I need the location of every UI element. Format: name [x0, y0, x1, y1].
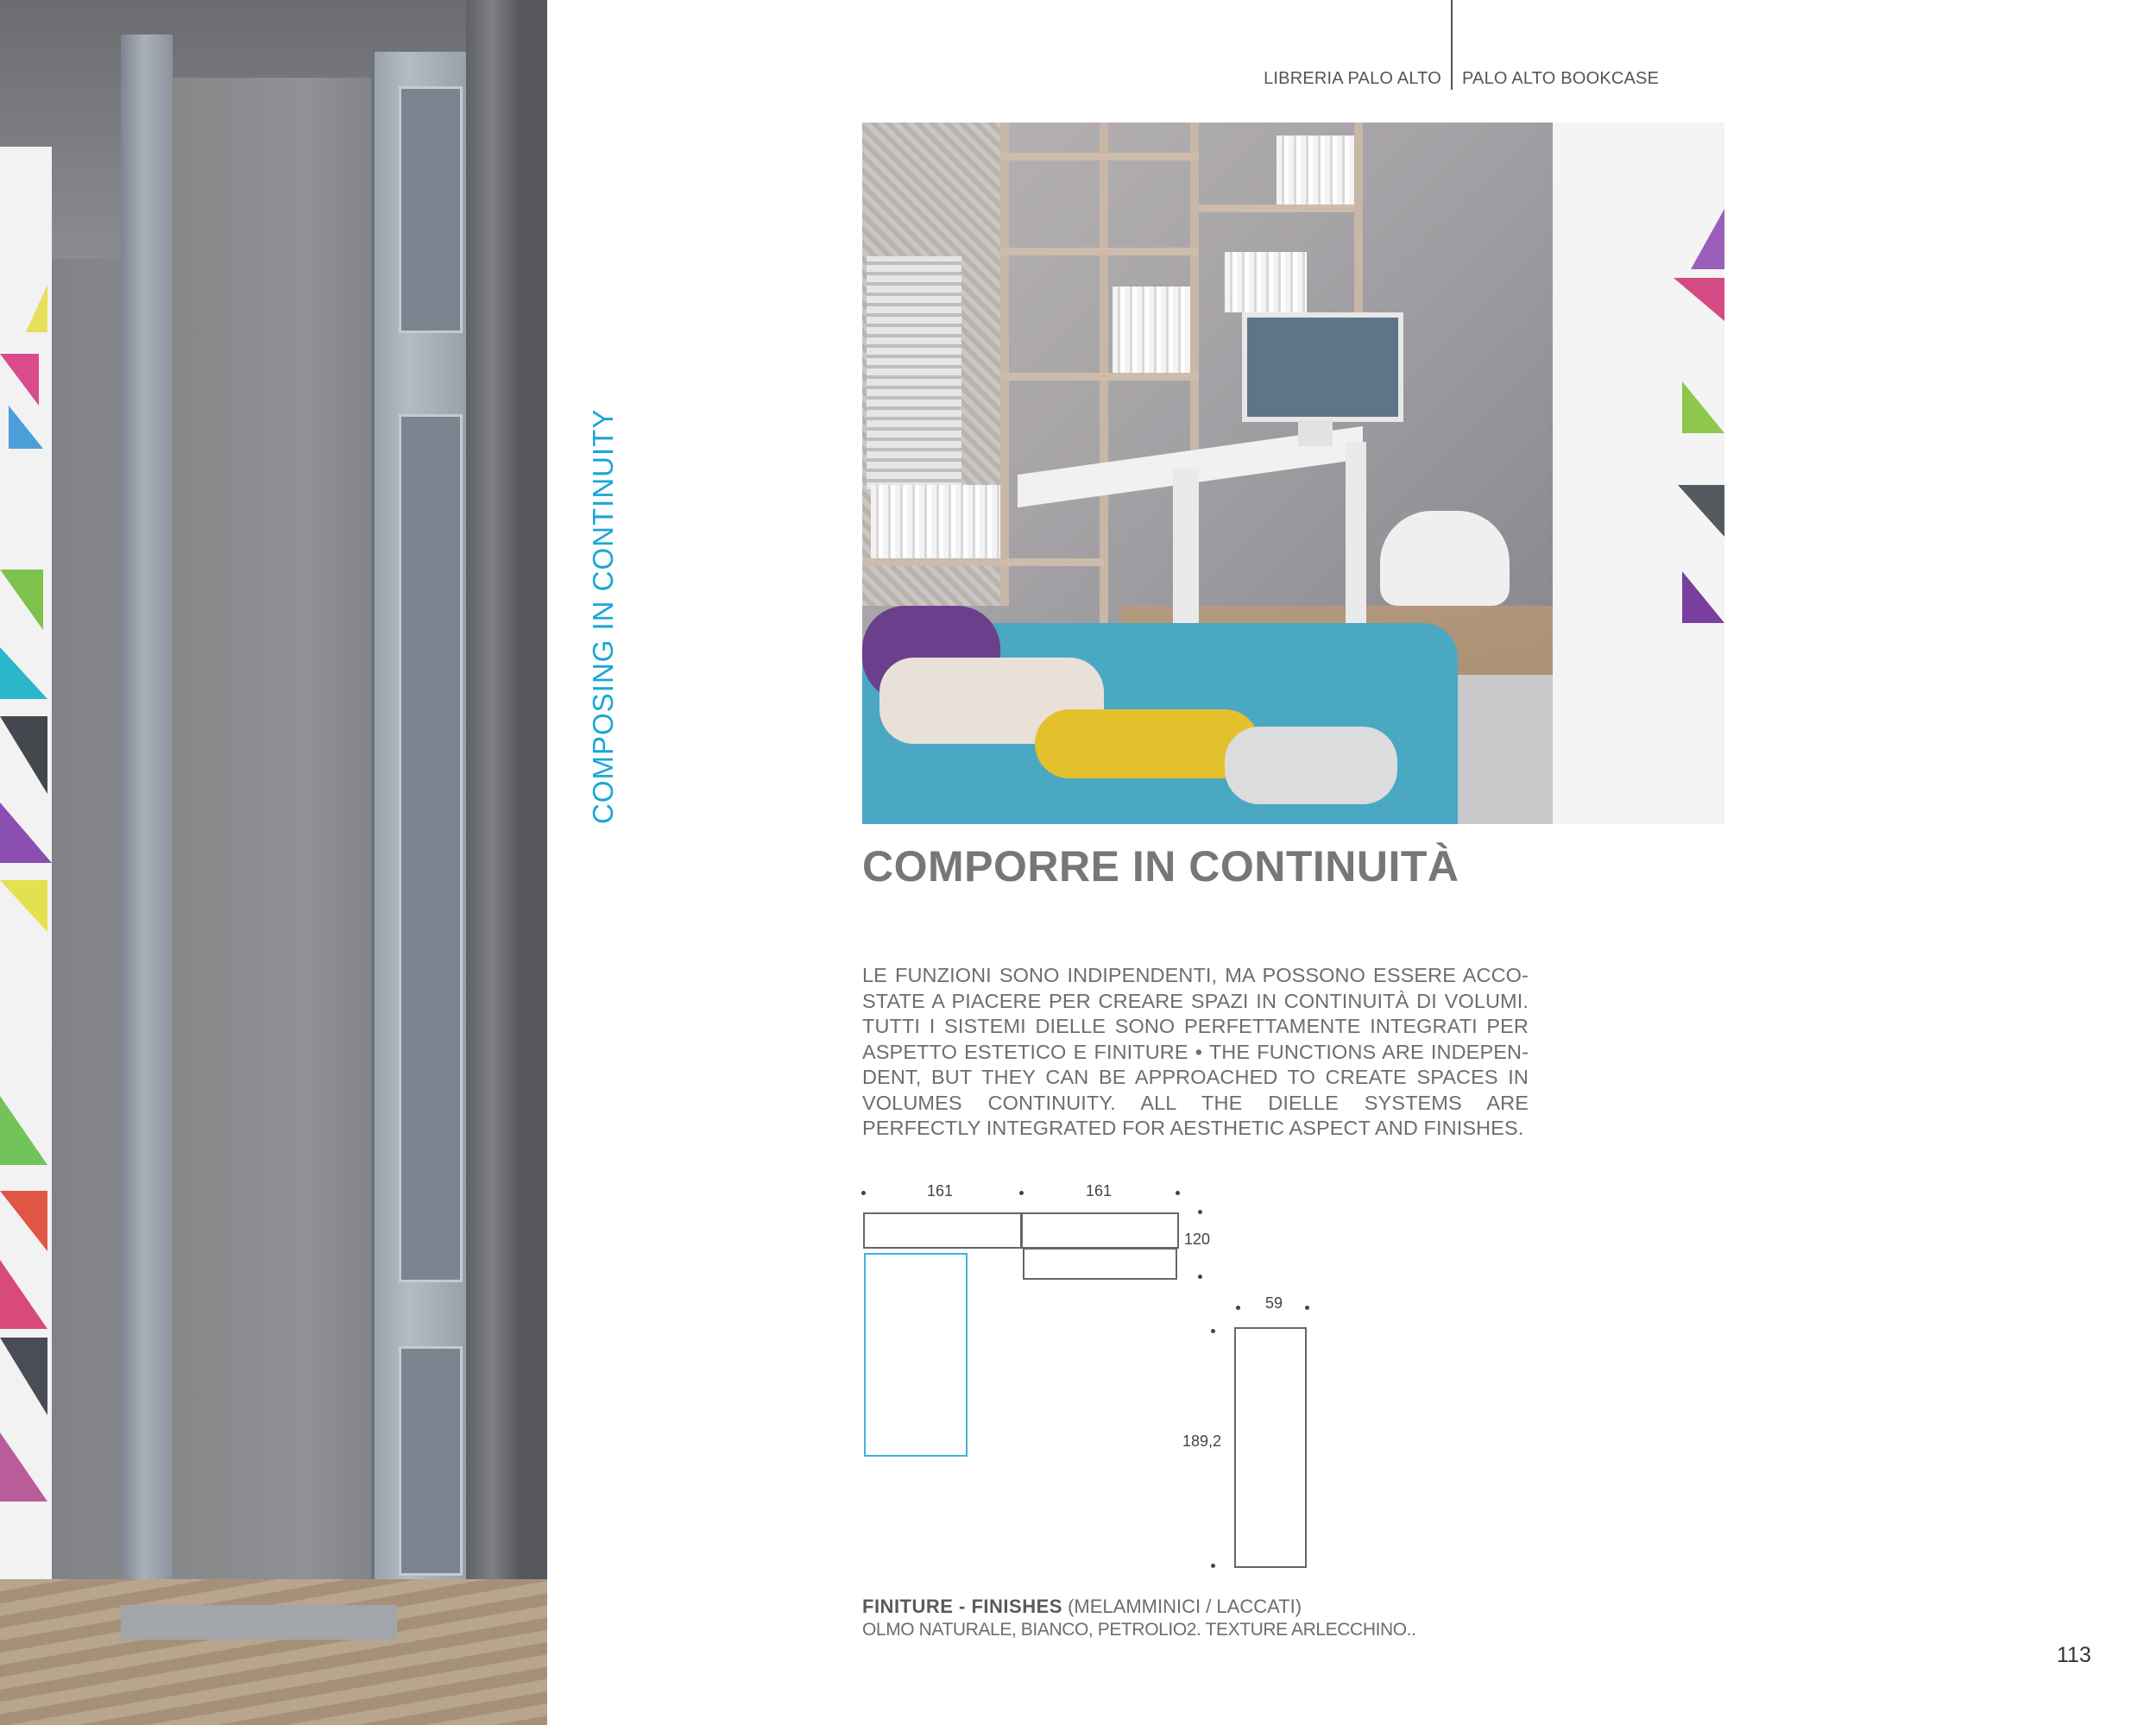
page-number: 113: [2057, 1643, 2091, 1667]
header-divider: [1451, 0, 1453, 90]
body-paragraph: LE FUNZIONI SONO INDIPENDENTI, MA POSSONO ESSERE ACCO-STATE A PIACERE PER CREARE SPAZI IN CONTINUITÀ DI VOLUMI. TUTTI I SISTEMI DIELLE SONO PERFETTAMENTE INTEGRATI PER ASPETTO ESTETICO E FINITURE • THE FUNCTIONS ARE INDEPEN-DENT, BUT THEY CAN BE APPROACHED TO CREATE SPACES IN VOLUMES CONTINUITY. ALL THE DIELLE SYSTEMS ARE PERFECTLY INTEGRATED FOR AESTHETIC ASPECT AND FINISHES.: [862, 964, 1529, 1139]
finishes-title: FINITURE - FINISHES: [862, 1596, 1062, 1617]
dimension-diagram: [854, 1174, 1338, 1588]
wardrobe-column: [1234, 1327, 1307, 1568]
wood-floor: [0, 1579, 547, 1725]
header-label-en: PALO ALTO BOOKCASE: [1462, 69, 1660, 88]
section-title-vertical: COMPOSING IN CONTINUITY: [587, 408, 619, 824]
finishes-materials: (MELAMMINICI / LACCATI): [1068, 1596, 1302, 1617]
wall-picture: [867, 256, 961, 489]
chair: [1380, 511, 1510, 606]
bookcase-module-1: [863, 1212, 1022, 1249]
door-frame: [121, 35, 173, 1614]
finishes-list: OLMO NATURALE, BIANCO, PETROLIO2. TEXTURE ARLECCHINO..: [862, 1620, 1416, 1640]
left-room-photo: [0, 0, 547, 1725]
finishes-heading: [862, 1596, 1302, 1618]
header-label-it: LIBRERIA PALO ALTO: [1264, 69, 1441, 88]
bed-module-highlight: [864, 1253, 968, 1457]
dimension-width-2: 161: [1086, 1182, 1113, 1199]
page-heading: COMPORRE IN CONTINUITÀ: [862, 842, 1459, 891]
bookcase-module-2: [1021, 1212, 1179, 1249]
dimension-column-height: 189,2: [1182, 1432, 1222, 1450]
kids-room-photo: [862, 123, 1724, 824]
dimension-column-width: 59: [1265, 1294, 1283, 1312]
dimension-depth: 120: [1184, 1231, 1211, 1248]
desk-module: [1023, 1248, 1177, 1280]
computer-monitor: [1242, 312, 1403, 422]
dimension-width-1: 161: [927, 1182, 954, 1199]
